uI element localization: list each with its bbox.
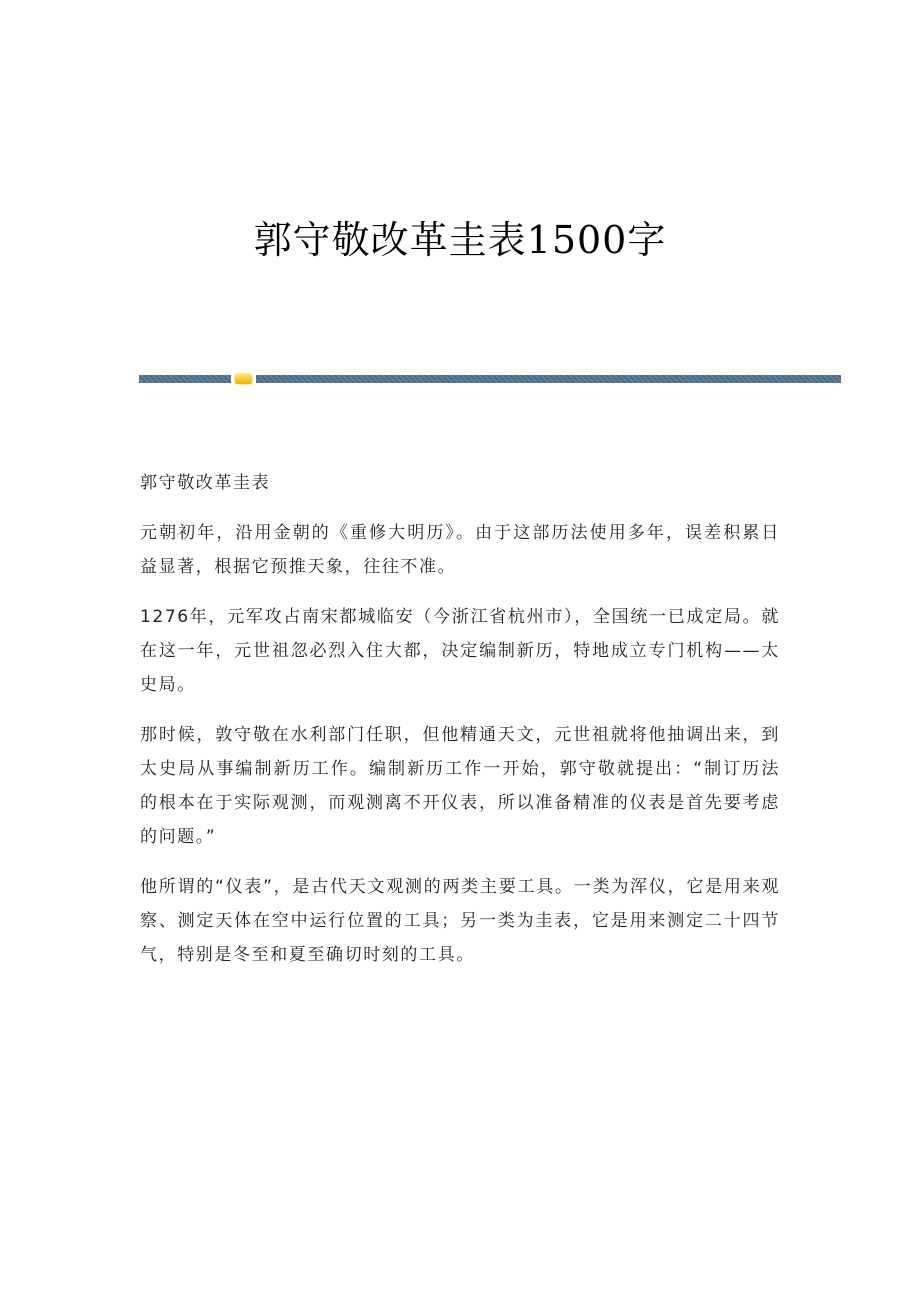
divider-bar-left xyxy=(139,375,231,383)
paragraph: 元朝初年，沿用金朝的《重修大明历》。由于这部历法使用多年，误差积累日益显著，根据它预推天象，往往不准。 xyxy=(140,523,780,577)
divider-bar-right xyxy=(256,375,841,383)
paragraph: 1276年，元军攻占南宋都城临安（今浙江省杭州市），全国统一已成定局。就在这一年，元世祖忽必烈入住大都，决定编制新历，特地成立专门机构——太史局。 xyxy=(140,607,780,695)
document-title: 郭守敬改革圭表1500字 xyxy=(253,218,667,262)
section-heading: 郭守敬改革圭表 xyxy=(140,473,271,493)
paragraph: 那时候，敦守敬在水利部门任职，但他精通天文，元世祖就将他抽调出来，到太史局从事编制新历工作。编制新历工作一开始，郭守敬就提出：“制订历法的根本在于实际观测，而观测离不开仪表，所以准备精准的仪表是首先要考虑的问题。” xyxy=(140,725,780,847)
document-body xyxy=(140,466,780,988)
envelope-badge-icon xyxy=(235,374,252,384)
title-divider xyxy=(139,375,841,384)
paragraph: 他所谓的“仪表”，是古代天文观测的两类主要工具。一类为浑仪，它是用来观察、测定天体在空中运行位置的工具；另一类为圭表，它是用来测定二十四节气，特别是冬至和夏至确切时刻的工具。 xyxy=(140,877,780,965)
